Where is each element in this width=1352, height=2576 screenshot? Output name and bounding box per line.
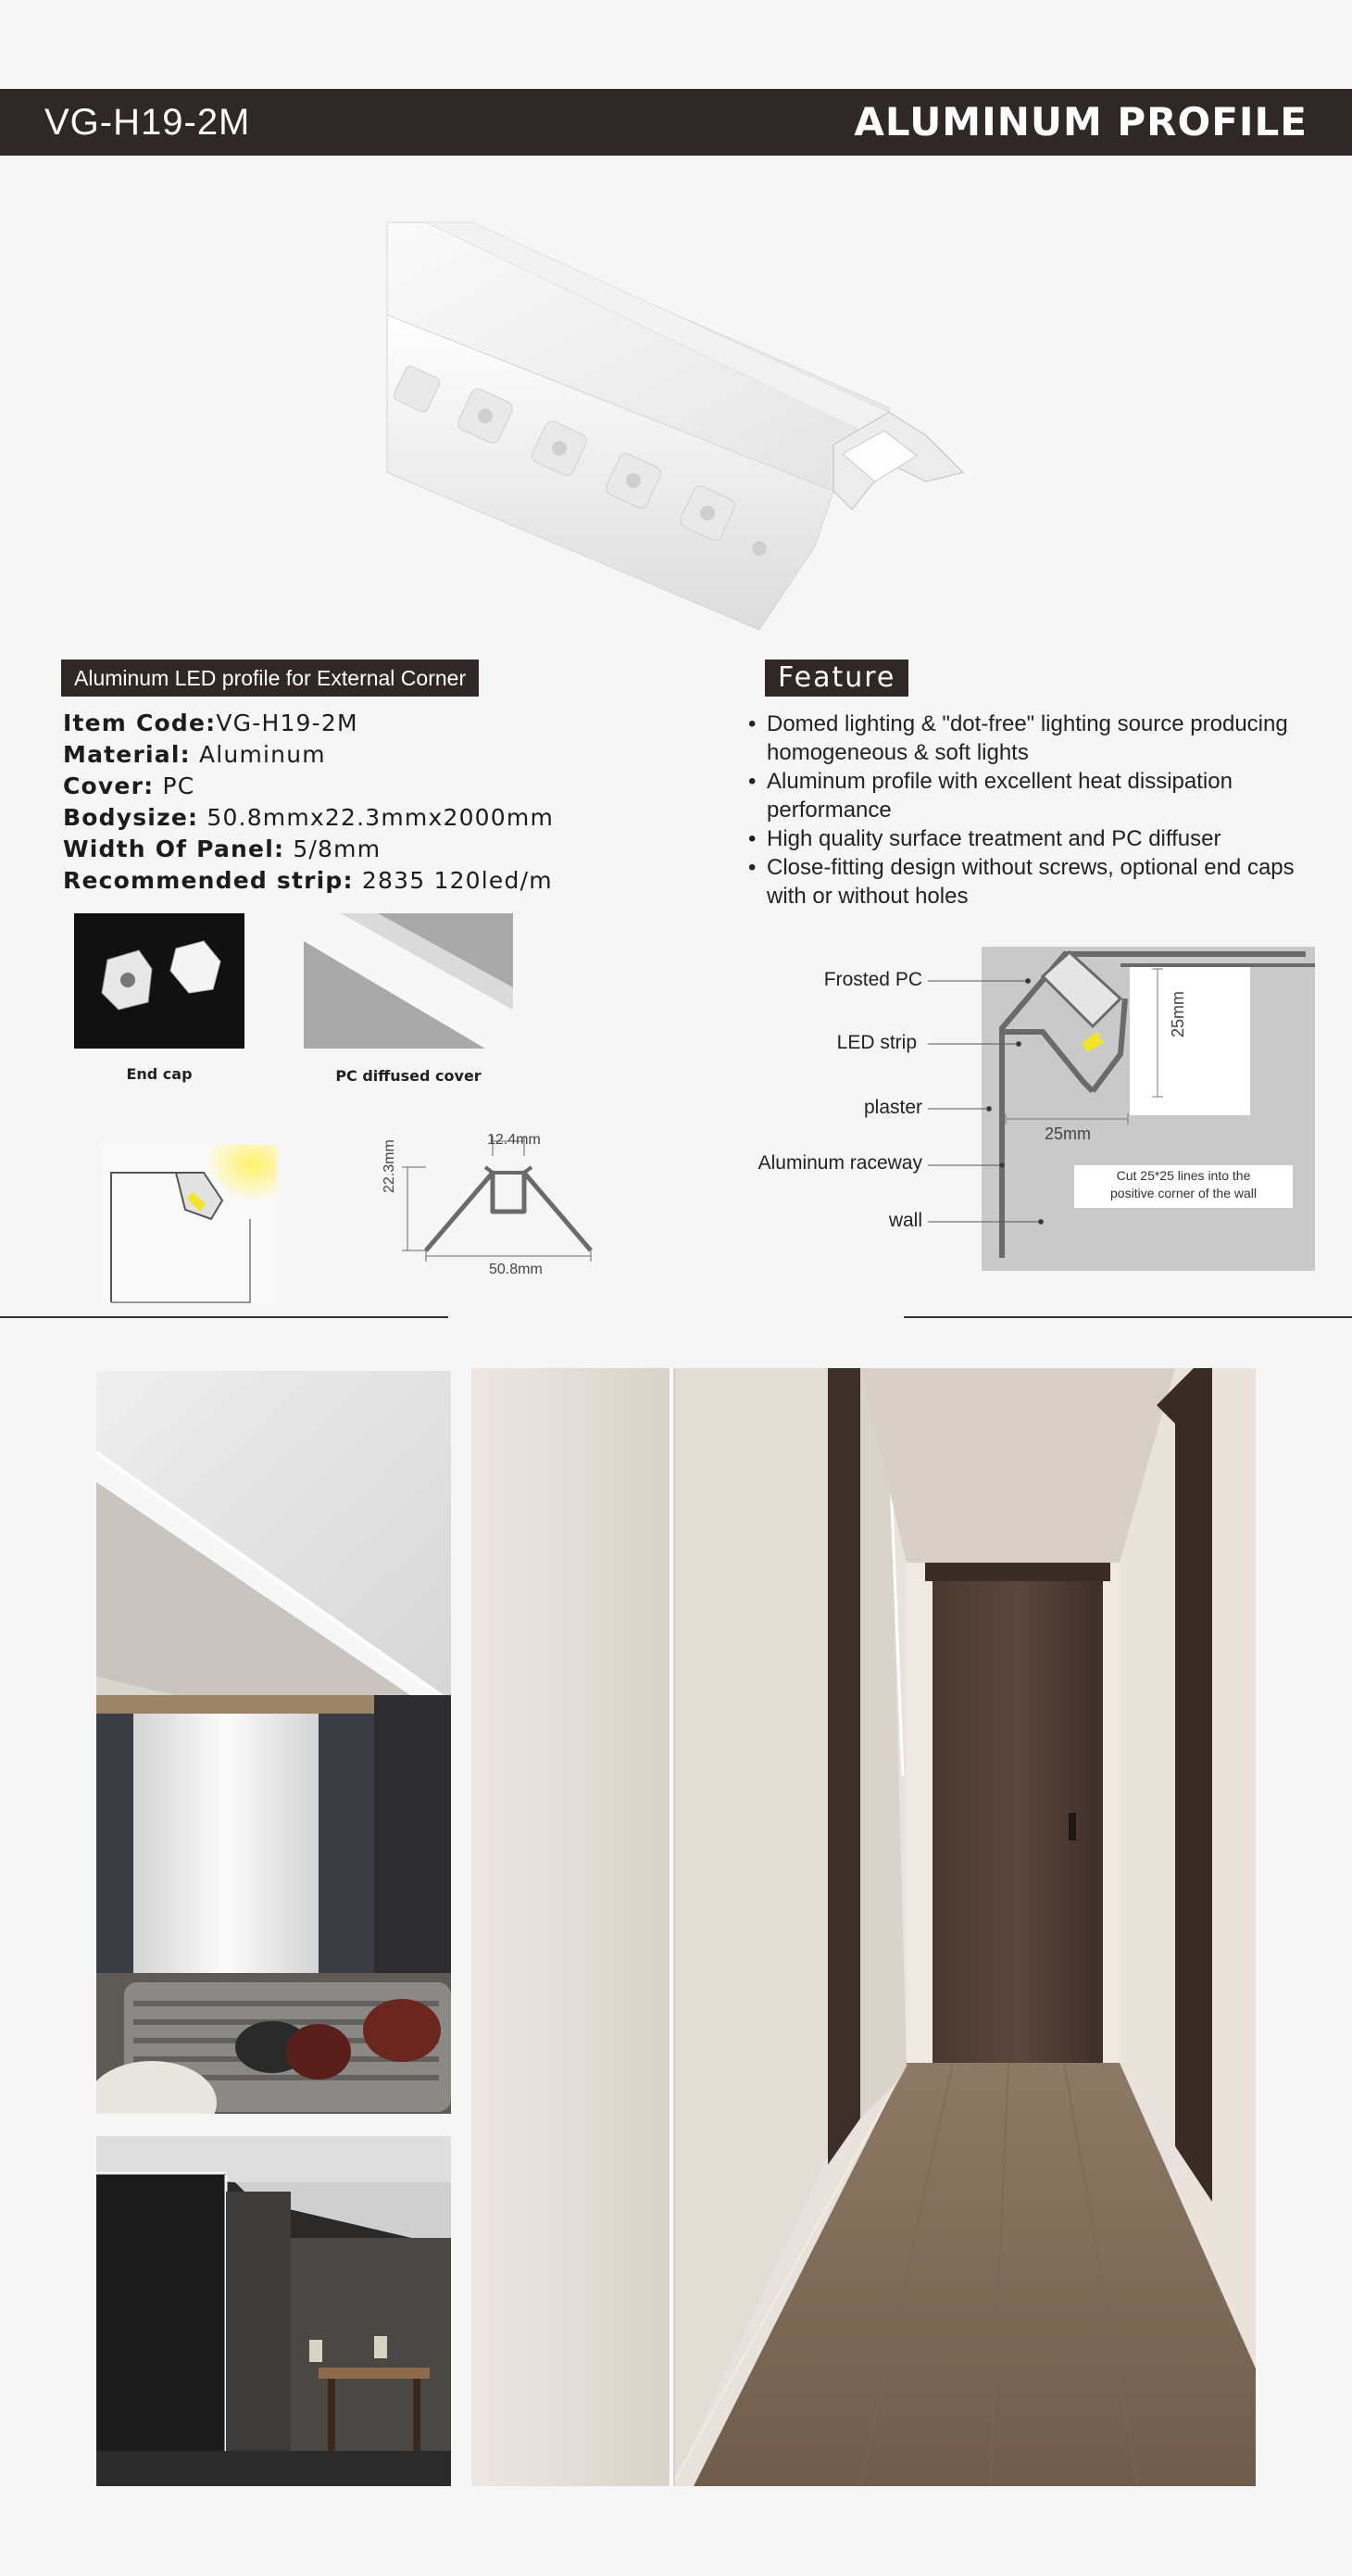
feature-item: • High quality surface treatment and PC diffuser <box>748 824 1304 853</box>
pc-cover-caption: PC diffused cover <box>335 1067 482 1085</box>
divider-left <box>0 1316 448 1318</box>
photo-living-room <box>96 1371 451 2114</box>
spec-row-panel-width: Width Of Panel: 5/8mm <box>63 836 382 862</box>
divider-right <box>904 1316 1352 1318</box>
product-image <box>370 213 982 639</box>
page-title: ALUMINUM PROFILE <box>854 99 1308 145</box>
feature-item: • Domed lighting & "dot-free" lighting source producing homogeneous & soft lights <box>748 710 1304 767</box>
header-bar <box>0 89 1352 156</box>
label-plaster: plaster <box>863 1097 922 1118</box>
install-note-line1: Cut 25*25 lines into the <box>1116 1168 1251 1183</box>
install-note-line2: positive corner of the wall <box>1110 1186 1257 1200</box>
feature-title: Feature <box>765 660 908 697</box>
dim-height: 22.3mm <box>382 1139 397 1193</box>
photo-hallway <box>471 1368 1256 2486</box>
dim-top-width: 12.4mm <box>487 1132 541 1148</box>
end-cap-image <box>74 913 244 1049</box>
spec-list <box>63 708 637 897</box>
pc-diffused-cover-image <box>304 913 513 1049</box>
end-cap-caption: End cap <box>126 1065 193 1083</box>
spec-row-cover: Cover: PC <box>63 773 195 799</box>
spec-row-bodysize: Bodysize: 50.8mmx22.3mmx2000mm <box>63 804 555 831</box>
product-subtitle: Aluminum LED profile for External Corner <box>61 660 479 697</box>
feature-item: • Aluminum profile with excellent heat dissipation performance <box>748 767 1304 824</box>
photo-dining-room <box>96 2136 451 2486</box>
spec-row-item-code: Item Code:VG-H19-2M <box>63 710 358 736</box>
dim-horizontal-25mm: 25mm <box>1045 1125 1092 1143</box>
label-frosted-pc: Frosted PC <box>823 969 922 990</box>
label-aluminum-raceway: Aluminum raceway <box>757 1152 922 1174</box>
dim-vertical-25mm: 25mm <box>1169 990 1187 1037</box>
spec-row-material: Material: Aluminum <box>63 741 326 768</box>
dim-width: 50.8mm <box>489 1262 543 1277</box>
spec-row-recommended-strip: Recommended strip: 2835 120led/m <box>63 867 553 894</box>
label-wall: wall <box>888 1210 922 1231</box>
install-illustration <box>102 1145 278 1304</box>
callout-leaders <box>926 963 1056 1232</box>
install-note <box>1076 1167 1291 1202</box>
model-code: VG-H19-2M <box>44 102 251 143</box>
label-led-strip: LED strip <box>836 1032 917 1053</box>
feature-list <box>748 710 1304 911</box>
feature-item: • Close-fitting design without screws, optional end caps with or without holes <box>748 853 1304 911</box>
